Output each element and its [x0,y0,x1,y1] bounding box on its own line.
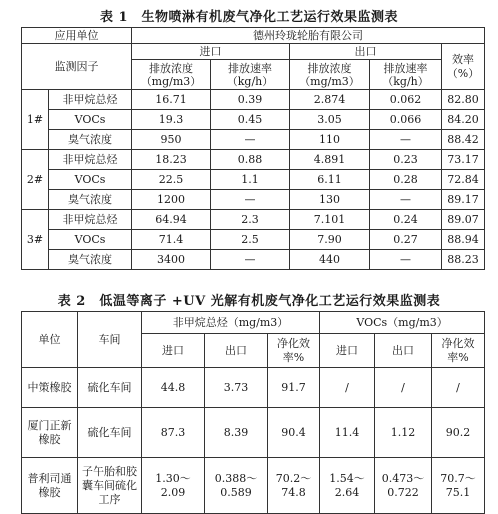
factor-cell: 臭气浓度 [49,190,132,210]
efficiency-cell: 72.84 [442,170,485,190]
workshop-cell: 子午胎和胶囊车间硫化工序 [78,458,142,514]
table-row [22,250,485,270]
inlet-conc-header: 排放浓度（mg/m3） [132,60,211,90]
v-in-cell: 1.54～2.64 [320,458,375,514]
table2-title: 表 2 低温等离子 +UV 光解有机废气净化工艺运行效果监测表 [57,294,441,309]
unit-cell: 普利司通橡胶 [22,458,78,514]
inlet-conc-cell: 16.71 [132,90,211,110]
factor-cell: 非甲烷总烃 [49,90,132,110]
v-eff-cell: 90.2 [432,408,485,458]
inlet-conc-cell: 1200 [132,190,211,210]
t2-vocs-header: VOCs（mg/m3） [320,312,485,334]
inlet-rate-cell: — [211,190,290,210]
outlet-conc-cell: 7.101 [290,210,370,230]
outlet-rate-cell: 0.27 [370,230,442,250]
v-in-cell: 11.4 [320,408,375,458]
factor-cell: 非甲烷总烃 [49,150,132,170]
outlet-conc-cell: 130 [290,190,370,210]
inlet-header: 进口 [132,44,290,60]
v-out-cell: 0.473～0.722 [375,458,432,514]
factor-label: 监测因子 [22,44,132,90]
factor-cell: VOCs [49,230,132,250]
inlet-rate-cell: 2.5 [211,230,290,250]
workshop-cell: 硫化车间 [78,408,142,458]
table-row [22,90,485,110]
factor-cell: 非甲烷总烃 [49,210,132,230]
outlet-conc-cell: 110 [290,130,370,150]
efficiency-cell: 88.42 [442,130,485,150]
n-eff-cell: 91.7 [268,368,320,408]
factor-cell: VOCs [49,170,132,190]
n-in-cell: 87.3 [142,408,205,458]
v-in-cell: / [320,368,375,408]
inlet-rate-cell: 1.1 [211,170,290,190]
factor-cell: 臭气浓度 [49,250,132,270]
outlet-conc-cell: 2.874 [290,90,370,110]
n-out-cell: 0.388～0.589 [205,458,268,514]
table1 [21,27,485,270]
t2-nmhc-header: 非甲烷总烃（mg/m3） [142,312,320,334]
unit-value: 德州玲珑轮胎有限公司 [132,28,485,44]
workshop-cell: 硫化车间 [78,368,142,408]
t2-nmhc-outlet: 出口 [205,334,268,368]
efficiency-cell: 84.20 [442,110,485,130]
table-row [22,458,485,514]
t2-vocs-inlet: 进口 [320,334,375,368]
inlet-conc-cell: 71.4 [132,230,211,250]
inlet-rate-header: 排放速率（kg/h） [211,60,290,90]
outlet-conc-header: 排放浓度（mg/m3） [290,60,370,90]
outlet-conc-cell: 7.90 [290,230,370,250]
t2-vocs-eff: 净化效率% [432,334,485,368]
table-row [22,110,485,130]
outlet-rate-cell: 0.24 [370,210,442,230]
outlet-conc-cell: 6.11 [290,170,370,190]
inlet-conc-cell: 3400 [132,250,211,270]
outlet-rate-cell: 0.066 [370,110,442,130]
table-row [22,130,485,150]
inlet-conc-cell: 22.5 [132,170,211,190]
inlet-rate-cell: — [211,130,290,150]
outlet-rate-cell: 0.23 [370,150,442,170]
outlet-rate-cell: 0.28 [370,170,442,190]
inlet-rate-cell: 0.39 [211,90,290,110]
outlet-rate-cell: 0.062 [370,90,442,110]
efficiency-cell: 73.17 [442,150,485,170]
t2-unit-header: 单位 [22,312,78,368]
v-out-cell: 1.12 [375,408,432,458]
table-row [22,170,485,190]
n-eff-cell: 70.2～74.8 [268,458,320,514]
inlet-rate-cell: 2.3 [211,210,290,230]
inlet-rate-cell: — [211,250,290,270]
v-out-cell: / [375,368,432,408]
table-row [22,150,485,170]
efficiency-cell: 89.07 [442,210,485,230]
efficiency-cell: 89.17 [442,190,485,210]
inlet-conc-cell: 19.3 [132,110,211,130]
outlet-rate-header: 排放速率（kg/h） [370,60,442,90]
t2-nmhc-eff: 净化效率% [268,334,320,368]
efficiency-cell: 88.94 [442,230,485,250]
outlet-rate-cell: — [370,130,442,150]
t2-workshop-header: 车间 [78,312,142,368]
v-eff-cell: 70.7～75.1 [432,458,485,514]
v-eff-cell: / [432,368,485,408]
t2-vocs-outlet: 出口 [375,334,432,368]
t2-nmhc-inlet: 进口 [142,334,205,368]
n-in-cell: 44.8 [142,368,205,408]
efficiency-cell: 82.80 [442,90,485,110]
efficiency-cell: 88.23 [442,250,485,270]
factor-cell: VOCs [49,110,132,130]
table-row [22,210,485,230]
inlet-conc-cell: 64.94 [132,210,211,230]
table-row [22,230,485,250]
outlet-rate-cell: — [370,190,442,210]
group-id: 2# [22,150,49,210]
efficiency-header: 效率（%） [442,44,485,90]
outlet-conc-cell: 4.891 [290,150,370,170]
unit-cell: 厦门正新橡胶 [22,408,78,458]
n-out-cell: 3.73 [205,368,268,408]
table-row [22,368,485,408]
unit-label: 应用单位 [22,28,132,44]
outlet-conc-cell: 3.05 [290,110,370,130]
table1-title: 表 1 生物喷淋有机废气净化工艺运行效果监测表 [99,10,399,25]
n-in-cell: 1.30～2.09 [142,458,205,514]
table2 [21,311,485,514]
table-row [22,408,485,458]
factor-cell: 臭气浓度 [49,130,132,150]
n-eff-cell: 90.4 [268,408,320,458]
table-row [22,190,485,210]
group-id: 3# [22,210,49,270]
inlet-conc-cell: 950 [132,130,211,150]
outlet-rate-cell: — [370,250,442,270]
group-id: 1# [22,90,49,150]
outlet-conc-cell: 440 [290,250,370,270]
inlet-rate-cell: 0.88 [211,150,290,170]
n-out-cell: 8.39 [205,408,268,458]
inlet-conc-cell: 18.23 [132,150,211,170]
unit-cell: 中策橡胶 [22,368,78,408]
outlet-header: 出口 [290,44,442,60]
inlet-rate-cell: 0.45 [211,110,290,130]
